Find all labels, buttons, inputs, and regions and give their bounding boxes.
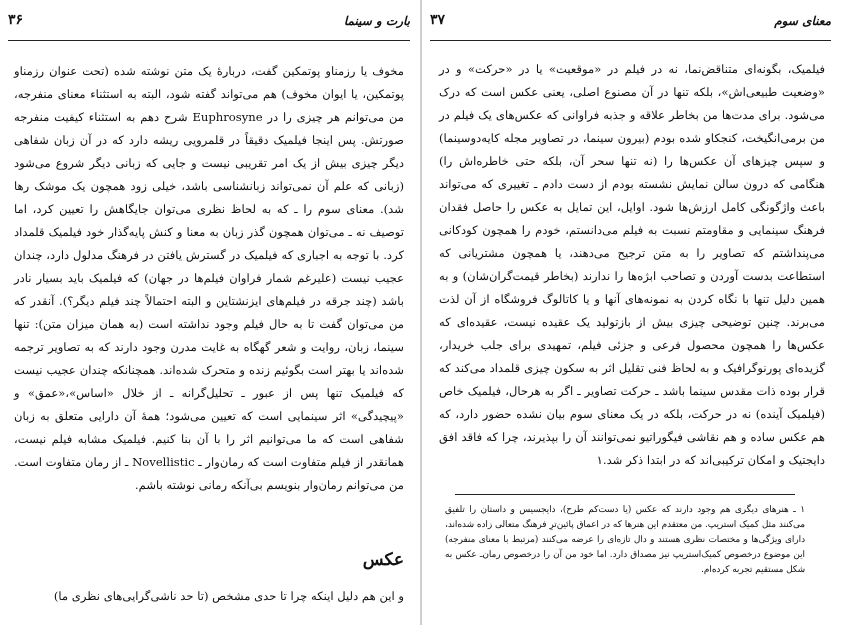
section-heading: عکس bbox=[362, 550, 404, 570]
footnote: ۱ ـ هنرهای دیگری هم وجود دارند که عکس (یا دست‌کم طرح)، دایجسیس و داستان را تلفیق می‌کنند مثل کمیک استریپ. من معتقدم این هنرها که در اعماق پائین‌ترِ فرهنگ متعالی زاده شده‌اند، دارای ویژگی‌ها و مختصات نظری هستند و دال تازه‌ای را عرضه می‌کنند (مرتبط با معنای منفرجه) این موضوع درخصوص کمیک‌استریپ نیز مصداق دارد. اما خود من آن را درخصوص رمان‌ـ عکس به شکل مستقیم تجربه کرده‌ام. bbox=[445, 505, 805, 575]
section-first-line: و این هم دلیل اینکه چرا تا حدی مشخص (تا حد ناشی‌گرایی‌های نظری ما) bbox=[53, 589, 404, 603]
left-body-text bbox=[14, 60, 404, 497]
right-body-text bbox=[439, 58, 825, 472]
right-running-title: معنای سوم bbox=[774, 14, 831, 28]
right-page bbox=[422, 0, 841, 625]
right-page-header bbox=[430, 0, 831, 41]
right-page-number: ۳۷ bbox=[430, 12, 446, 28]
left-page-header bbox=[8, 0, 410, 41]
left-running-title: بارت و سینما bbox=[343, 14, 410, 28]
footnote-rule bbox=[455, 494, 795, 495]
right-paragraph: فیلمیک، بگونه‌ای متناقض‌نما، نه در فیلم در «موقعیت» یا در «حرکت» و در «وضعیت طبیعی‌اش»، بلکه تنها در آن مصنوع اصلی، یعنی عکس است که درک می‌شود. برای مدت‌ها من بخاطر علاقه و جذبه فراوانی که عکس‌های یک فیلم در من برمی‌انگیخت، کنجکاو شده بودم (بیرون سینما، در تصاویر مجله کایه‌دوسینما) و سپس چیزهای آن عکس‌ها را (نه تنها سحر آن، بلکه حتی خاطره‌اش را) هنگامی که درون سالن نمایش نشسته بودم از دست دادم ـ تغییری که می‌تواند باعث واژگونگی کامل ارزش‌ها شود. اوایل، این تمایل به عکس را حاصل فقدان فرهنگ سینمایی و مقاومتم نسبت به فیلم می‌دانستم، خودم را همچون کودکانی می‌پنداشتم که تصاویر را به متن ترجیح می‌دهند، یا همچون مشتریانی که استطاعت بدست آوردن و تصاحب ابژه‌ها را ندارند (بخاطر قیمت‌گران‌شان) و به همین دلیل تنها با نگاه کردن به نمونه‌های آنها و یا کاتالوگ فروشگاه از آن لذت می‌برند. چنین توضیحی چیزی بیش از بازتولید یک عقیده نیست، عقیده‌ای که عکس‌ها را همچون محصول فرعی و جزئی فیلم، تمهیدی برای جلب خریدار، گزیده‌ای پورنوگرافیک و به لحاظ فنی تقلیل اثر به سکون چیزی قلمداد می‌کند که قرار بوده ذات مقدس سینما باشد ـ حرکت تصاویر ـ اگر به هرحال، فیلمیک خاص (فیلمیک آینده) نه در حرکت، بلکه در یک معنای سوم بیان نشده حضور دارد، که هم عکس ساده و هم نقاشی فیگوراتیو نمی‌توانند آن را بپذیرند، چرا که فاقد افق دایجتیک و امکان ترکیبی‌اند که در ابتدا ذکر شد.۱ bbox=[439, 62, 825, 467]
left-page-number: ۳۶ bbox=[8, 12, 24, 28]
left-paragraph: مخوف یا رزمناو پوتمکین گفت، دربارهٔ یک متن نوشته شده (تحت عنوان رزمناو پوتمکین، یا ایوان مخوف) هم می‌تواند گفته شود، البته به استثناء معنای منفرجه، من می‌توانم هر چیزی را در Euphrosyne شرح دهم به استثناء کیفیت منفرجه صورتش. پس اینجا فیلمیک دقیقاً در قلمرویی ریشه دارد که در آن زبان شفاهی دیگر چیزی بیش از یک امر تقریبی نیست و جایی که زبانی دیگر شروع می‌شود (زبانی که علم آن نمی‌تواند زبانشناسی باشد، خیلی زود همچون یک موشک رها شد). معنای سوم را ـ که به لحاظ نظری می‌توان جایگاهش را تعیین کرد، اما توصیف نه ـ می‌توان همچون گذر زبان به معنا و کنش پایه‌گذار خود فیلمیک قلمداد کرد. با توجه به اجباری که فیلمیک در گسترش یافتن در فرهنگ مدلول دارد، چندان عجیب نیست (علیرغم شمار فراوان فیلم‌ها در جهان) که فیلمیک باید بسیار نادر باشد (چند جرقه در فیلم‌های ایزنشتاین و البته احتمالاً چند فیلم دیگر؟). آنقدر که من می‌توان گفت تا به حال فیلم وجود نداشته است (به همان میزان متن): تنها سینما، زبان، روایت و شعر گهگاه به غایت مدرن وجود دارند که به تصاویر ترجمه شده‌اند یا بهتر است بگوئیم زنده و متحرک شده‌اند. همچنانکه چندان عجیب نیست که فیلمیک تنها پس از عبور ـ تحلیل‌گرانه ـ از خلال «اساس»،«عمق» و «پیچیدگی» اثر سینمایی است که تعیین می‌شود؛ همهٔ آن دارایی متعلق به زبان شفاهی است که ما می‌توانیم اثر را با آن بنا کنیم. فیلمیک مشابه فیلم نیست، همانقدر از فیلم متفاوت است که رمان‌وار ـ Novellistic ـ از رمان متفاوت است. من می‌توانم رمان‌وار بنویسم بی‌آنکه رمانی نوشته باشم. bbox=[14, 64, 405, 492]
left-page bbox=[0, 0, 420, 625]
